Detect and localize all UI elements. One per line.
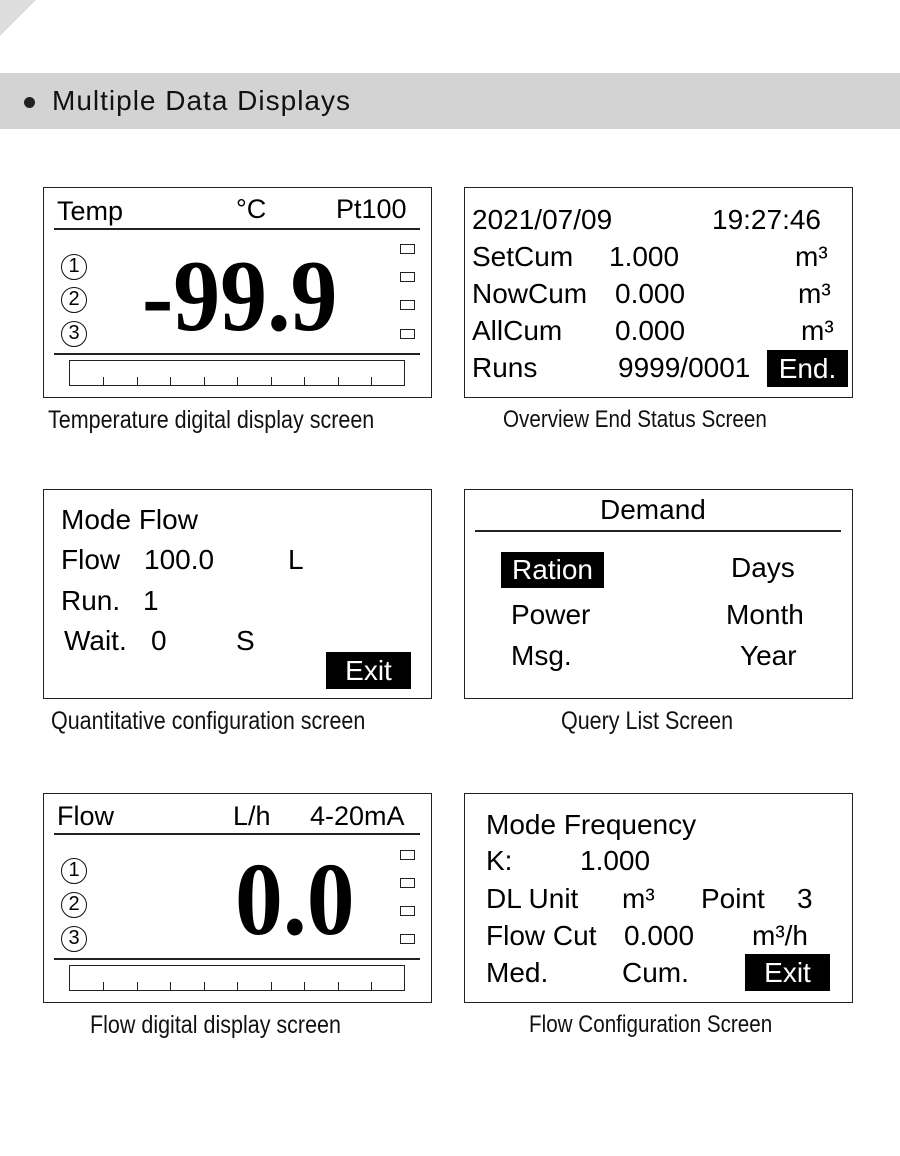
flow-display-caption: Flow digital display screen [90, 1011, 341, 1039]
status-indicator-3 [400, 906, 415, 916]
flow-config-caption: Flow Configuration Screen [529, 1011, 773, 1038]
wait-value[interactable]: 0 [151, 625, 167, 656]
corner-decoration [0, 0, 36, 36]
flow-title-label: Flow [57, 801, 115, 831]
temperature-caption: Temperature digital display screen [48, 406, 375, 434]
signal-type: 4-20mA [310, 801, 405, 831]
channel-3-indicator: 3 [61, 321, 87, 347]
channel-2-indicator: 2 [61, 892, 87, 918]
end-status-badge: End. [767, 350, 848, 387]
k-value[interactable]: 1.000 [580, 845, 651, 876]
menu-item-days[interactable]: Days [731, 552, 795, 583]
overview-panel [464, 187, 853, 398]
bar-divider [54, 353, 420, 355]
runs-label: Runs [472, 352, 538, 383]
status-indicator-3 [400, 300, 415, 310]
setcum-label: SetCum [472, 241, 574, 272]
med-item[interactable]: Med. [486, 957, 549, 988]
menu-item-ration[interactable]: Ration [501, 552, 604, 588]
dl-unit-value[interactable]: m³ [622, 883, 655, 914]
flow-value[interactable]: 100.0 [144, 544, 215, 575]
cum-item[interactable]: Cum. [622, 957, 689, 988]
query-list-panel [464, 489, 853, 699]
flow-unit: L [288, 544, 304, 575]
wait-unit: S [236, 625, 255, 656]
mode-line: Mode Flow [61, 504, 198, 535]
query-caption: Query List Screen [561, 707, 734, 735]
status-indicator-4 [400, 329, 415, 339]
flow-config-panel [464, 793, 853, 1003]
point-value[interactable]: 3 [797, 883, 813, 914]
bar-divider [54, 958, 420, 960]
status-indicator-1 [400, 244, 415, 254]
allcum-value: 0.000 [615, 315, 686, 346]
allcum-unit: m³ [801, 315, 834, 346]
overview-caption: Overview End Status Screen [503, 406, 767, 433]
flow-value-display: 0.0 [235, 842, 355, 957]
flow-rate-unit: L/h [233, 801, 271, 831]
mode-frequency-line: Mode Frequency [486, 809, 697, 840]
exit-button[interactable]: Exit [326, 652, 411, 689]
menu-item-power[interactable]: Power [511, 599, 591, 630]
section-banner [0, 73, 900, 129]
exit-button[interactable]: Exit [745, 954, 830, 991]
title-divider [475, 530, 841, 532]
temperature-display-panel [43, 187, 432, 398]
wait-label: Wait. [64, 625, 127, 656]
menu-item-month[interactable]: Month [726, 599, 804, 630]
flow-cut-unit: m³/h [752, 920, 808, 951]
allcum-label: AllCum [472, 315, 563, 346]
run-value[interactable]: 1 [143, 585, 159, 616]
temperature-value: -99.9 [142, 240, 338, 353]
section-title: Multiple Data Displays [52, 85, 351, 116]
header-divider [54, 833, 420, 835]
run-label: Run. [61, 585, 121, 616]
quantitative-config-panel [43, 489, 432, 699]
status-indicator-2 [400, 272, 415, 282]
menu-item-msg[interactable]: Msg. [511, 640, 572, 671]
menu-item-year[interactable]: Year [740, 640, 797, 671]
status-indicator-1 [400, 850, 415, 860]
flow-cut-value[interactable]: 0.000 [624, 920, 695, 951]
dl-unit-label: DL Unit [486, 883, 579, 914]
flow-cut-label: Flow Cut [486, 920, 597, 951]
status-indicator-4 [400, 934, 415, 944]
setcum-value: 1.000 [609, 241, 680, 272]
temp-unit: °C [236, 194, 267, 224]
channel-1-indicator: 1 [61, 254, 87, 280]
flow-display-panel [43, 793, 432, 1003]
setcum-unit: m³ [795, 241, 828, 272]
query-title: Demand [600, 494, 706, 525]
nowcum-unit: m³ [798, 278, 831, 309]
channel-1-indicator: 1 [61, 858, 87, 884]
quantitative-caption: Quantitative configuration screen [51, 707, 366, 735]
nowcum-value: 0.000 [615, 278, 686, 309]
status-indicator-2 [400, 878, 415, 888]
date-value: 2021/07/09 [472, 204, 613, 235]
runs-value: 9999/0001 [618, 352, 751, 383]
nowcum-label: NowCum [472, 278, 588, 309]
sensor-type: Pt100 [336, 194, 407, 224]
level-bar [69, 360, 405, 386]
time-value: 19:27:46 [712, 204, 821, 235]
bullet-icon [24, 97, 35, 108]
level-bar [69, 965, 405, 991]
temp-label: Temp [57, 196, 124, 226]
point-label: Point [701, 883, 765, 914]
k-label: K: [486, 845, 513, 876]
channel-3-indicator: 3 [61, 926, 87, 952]
flow-label: Flow [61, 544, 121, 575]
header-divider [54, 228, 420, 230]
channel-2-indicator: 2 [61, 287, 87, 313]
